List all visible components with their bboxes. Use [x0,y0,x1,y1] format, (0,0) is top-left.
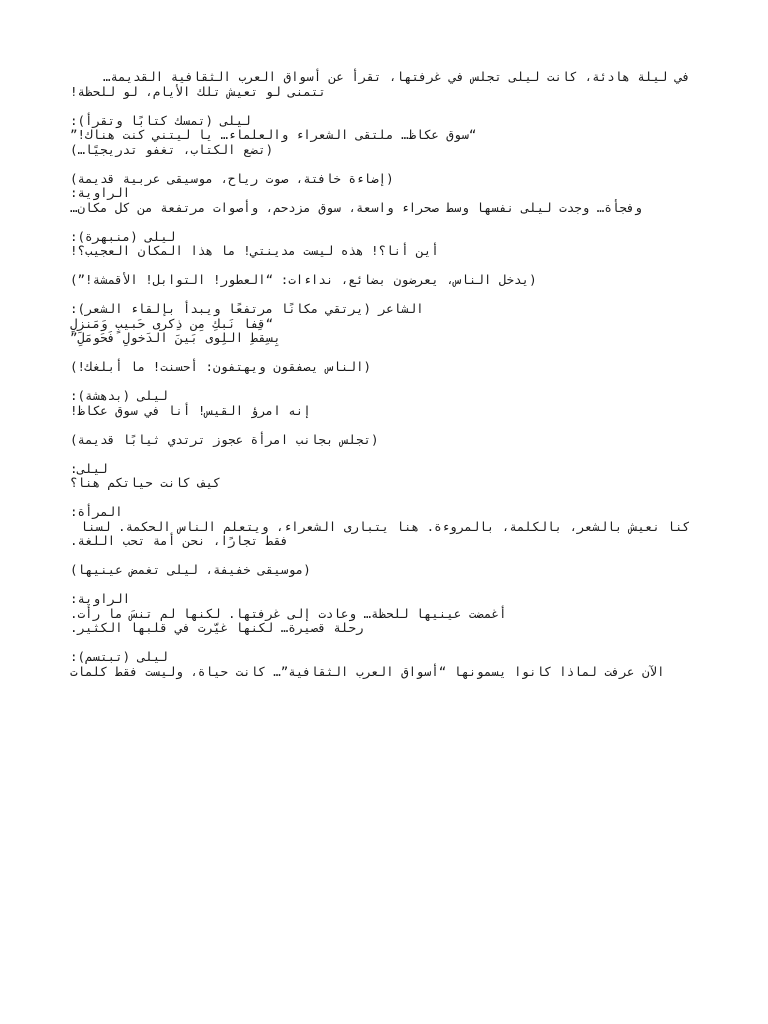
script-line: ليلى (منبهرة): [70,228,176,244]
script-paragraph [70,650,690,679]
script-line: ليلى: [70,460,108,476]
script-line: الشاعر (يرتقي مكانًا مرتفعًا ويبدأ بإلقاء الشعر): [70,301,424,316]
script-line: (إضاءة خافتة، صوت رياح، موسيقى عربية قديمة) [70,170,394,186]
script-line: رحلة قصيرة… لكنها غيّرت في قلبها الكثير. [70,620,364,635]
script-line: المرأة: [70,504,123,519]
script-line: ليلى (تمسك كتابًا وتقرأ): [70,112,251,128]
script-line: أين أنا؟! هذه ليست مدينتي! ما هذا المكان العجيب؟! [70,243,439,258]
script-line: كنا نعيش بالشعر، بالكلمة، بالمروءة. هنا يتبارى الشعراء، ويتعلم الناس الحكمة. لسنا [72,518,690,534]
script-paragraph [70,172,690,216]
script-line: بِسِقطِ اللِوى بَينَ الدَخولِ فَحَومَلِ” [70,330,281,345]
script-paragraph [70,592,690,636]
script-line: الراوية: [70,185,131,200]
script-line: (الناس يصفقون ويهتفون: أحسنت! ما أبلغك!) [70,359,372,374]
script-line: ليلى (تبتسم): [70,649,168,664]
script-paragraph [70,360,690,375]
play-script-body [70,70,690,694]
script-line: (تجلس بجانب امرأة عجوز ترتدي ثيابًا قديمة) [70,431,379,447]
script-paragraph [70,70,690,99]
script-line: “قِفا نَبكِ مِن ذِكرى حَبيبٍ وَمَنزِلِ [70,315,274,331]
script-paragraph [70,505,690,549]
script-line: إنه امرؤ القيس! أنا في سوق عكاظ! [70,402,311,418]
script-paragraph [70,273,690,288]
script-line: “سوق عكاظ… ملتقى الشعراء والعلماء… يا ليتني كنت هناك!” [70,127,477,142]
script-paragraph [70,302,690,346]
script-paragraph [70,114,690,158]
script-line: الآن عرفت لماذا كانوا يسمونها “أسواق العرب الثقافية”… كانت حياة، وليست فقط كلمات [70,663,665,679]
script-line: فقط تجارًا، نحن أمة تحب اللغة. [70,533,289,548]
script-paragraph [70,230,690,259]
script-paragraph [70,433,690,448]
script-line: الراوية: [70,591,131,606]
script-line: (موسيقى خفيفة، ليلى تغمض عينيها) [70,562,311,577]
script-paragraph [70,462,690,491]
script-line: تتمنى لو تعيش تلك الأيام، لو للحظة! [70,83,326,99]
script-line: في ليلة هادئة، كانت ليلى تجلس في غرفتها، تقرأ عن أسواق العرب الثقافية القديمة… [95,69,690,84]
script-line: وفجأة… وجدت ليلى نفسها وسط صحراء واسعة، سوق مزدحم، وأصوات مرتفعة من كل مكان… [70,199,642,215]
script-line: (يدخل الناس، يعرضون بضائع، نداءات: “العطور! التوابل! الأقمشة!”) [70,272,537,287]
script-line: ليلى (بدهشة): [70,388,168,403]
script-line: أغمضت عينيها للحظة… وعادت إلى غرفتها. لكنها لم تنسَ ما رأت. [70,605,507,621]
script-line: (تضع الكتاب، تغفو تدريجيًا…) [70,141,274,157]
script-paragraph [70,389,690,418]
script-paragraph [70,563,690,578]
script-line: كيف كانت حياتكم هنا؟ [70,475,221,490]
